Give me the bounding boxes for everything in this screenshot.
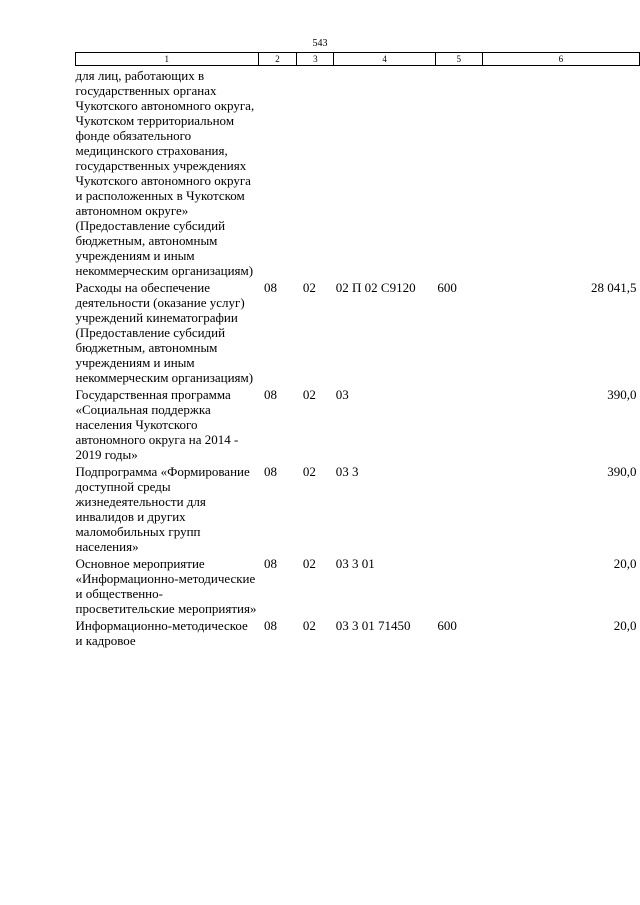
- row-amount: [482, 66, 639, 279]
- header-col-5: 5: [435, 53, 482, 66]
- row-subsection: 02: [302, 280, 316, 295]
- row-section: 08: [264, 464, 278, 479]
- row-section: 08: [264, 387, 278, 402]
- row-amount: 20,0: [613, 618, 637, 633]
- header-col-3: 3: [297, 53, 334, 66]
- row-amount: 20,0: [613, 556, 637, 571]
- row-name: Основное мероприятие «Информационно-методические и общественно-просветительские мероприятия»: [75, 556, 257, 616]
- row-target: [334, 66, 436, 279]
- row-name: Расходы на обеспечение деятельности (оказание услуг) учреждений кинематографии (Предоставление субсидий бюджетным, автономным учреждениям и иным некоммерческим организациям): [75, 280, 254, 385]
- page-number: 543: [312, 38, 328, 49]
- row-section: 08: [264, 618, 278, 633]
- row-subsection: 02: [302, 387, 316, 402]
- row-name: для лиц, работающих в государственных органах Чукотского автономного округа, Чукотском территориальном фонде обязательного медицинского страхования, государственных учреждениях Чукотского автономного округа и расположенных в Чукотском автономном округе» (Предоставление субсидий бюджетным, автономным учреждениям и иным некоммерческим организациям): [75, 68, 255, 278]
- row-target: 02 П 02 С9120: [335, 280, 416, 295]
- row-expense-type: [435, 554, 482, 616]
- budget-table: [75, 52, 640, 648]
- table-row: [76, 66, 640, 279]
- header-col-2: 2: [258, 53, 297, 66]
- row-target: 03 3 01: [335, 556, 375, 571]
- table-row: [76, 278, 640, 385]
- row-subsection: [297, 66, 334, 279]
- row-subsection: 02: [302, 556, 316, 571]
- row-subsection: 02: [302, 464, 316, 479]
- row-expense-type: [435, 385, 482, 462]
- table-row: [76, 616, 640, 648]
- row-target: 03 3 01 71450: [335, 618, 411, 633]
- row-amount: 28 041,5: [591, 280, 637, 295]
- header-row: [76, 53, 640, 66]
- row-expense-type: [435, 462, 482, 554]
- row-target: 03: [335, 387, 349, 402]
- row-name: Информационно-методическое и кадровое: [75, 618, 248, 648]
- row-amount: 390,0: [607, 464, 637, 479]
- row-target: 03 3: [335, 464, 359, 479]
- row-section: [258, 66, 297, 279]
- row-section: 08: [264, 280, 278, 295]
- row-name: Подпрограмма «Формирование доступной среды жизнедеятельности для инвалидов и других маломобильных групп населения»: [75, 464, 250, 554]
- table-row: [76, 554, 640, 616]
- header-col-6: 6: [482, 53, 639, 66]
- row-expense-type: 600: [437, 280, 457, 295]
- row-subsection: 02: [302, 618, 316, 633]
- table-row: [76, 385, 640, 462]
- table-header: [76, 53, 640, 66]
- row-expense-type: [435, 66, 482, 279]
- header-col-1: 1: [76, 53, 259, 66]
- row-section: 08: [264, 556, 278, 571]
- row-name: Государственная программа «Социальная поддержка населения Чукотского автономного округа на 2014 - 2019 годы»: [75, 387, 239, 462]
- table-body: [76, 66, 640, 649]
- row-amount: 390,0: [607, 387, 637, 402]
- table-row: [76, 462, 640, 554]
- row-expense-type: 600: [437, 618, 457, 633]
- header-col-4: 4: [334, 53, 436, 66]
